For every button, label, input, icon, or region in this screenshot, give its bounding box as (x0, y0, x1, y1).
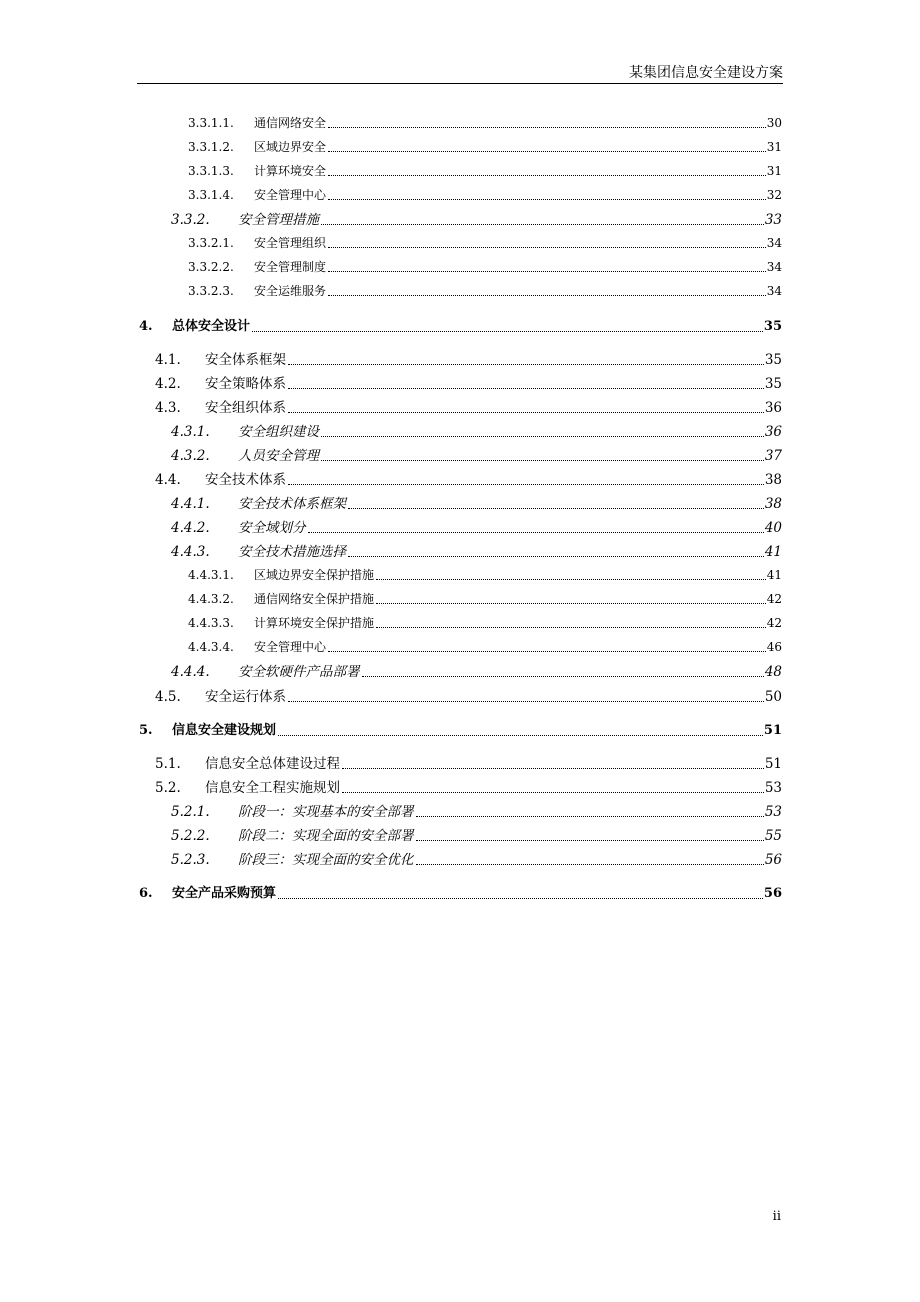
toc-entry-page: 34 (766, 260, 782, 274)
toc-entry[interactable] (139, 318, 782, 336)
toc-entry-page: 38 (764, 472, 782, 488)
toc-entry-page: 46 (766, 640, 782, 654)
toc-entry-title: 阶段三：实现全面的安全优化 (238, 852, 414, 868)
toc-dot-leader (328, 271, 766, 272)
toc-dot-leader (328, 247, 766, 248)
toc-entry-number: 3.3.1.3. (188, 164, 234, 178)
toc-entry-page: 35 (764, 376, 782, 392)
toc-entry-page: 37 (764, 448, 782, 464)
toc-dot-leader (328, 295, 766, 296)
toc-entry-title: 通信网络安全 (254, 116, 327, 130)
toc-entry[interactable] (188, 187, 782, 203)
toc-entry-number: 4. (139, 319, 153, 334)
toc-entry-number: 4.4.3. (171, 544, 210, 560)
toc-entry-page: 30 (766, 116, 782, 130)
toc-entry-number: 5.2.1. (171, 804, 210, 820)
toc-entry[interactable] (139, 722, 782, 740)
toc-entry[interactable] (171, 447, 782, 465)
toc-entry-page: 42 (766, 616, 782, 630)
toc-entry-page: 40 (764, 520, 782, 536)
toc-entry-title: 安全技术措施选择 (238, 544, 346, 560)
toc-entry-title: 安全运行体系 (205, 689, 286, 705)
toc-entry-number: 4.1. (155, 352, 181, 368)
toc-entry-title: 安全体系框架 (205, 352, 286, 368)
toc-dot-leader (278, 898, 763, 899)
toc-entry-number: 3.3.2.2. (188, 260, 234, 274)
toc-entry-number: 5.2.3. (171, 852, 210, 868)
toc-dot-leader (288, 701, 764, 702)
toc-dot-leader (416, 864, 764, 865)
toc-entry-page: 51 (764, 756, 782, 772)
toc-entry-page: 42 (766, 592, 782, 606)
toc-entry-title: 安全技术体系 (205, 472, 286, 488)
toc-entry-title: 安全软硬件产品部署 (238, 664, 360, 680)
toc-entry-page: 33 (764, 212, 782, 228)
toc-dot-leader (376, 603, 766, 604)
toc-dot-leader (321, 460, 764, 461)
toc-entry-page: 36 (764, 400, 782, 416)
toc-entry-page: 34 (766, 284, 782, 298)
toc-dot-leader (252, 331, 763, 332)
toc-entry-title: 安全域划分 (238, 520, 306, 536)
toc-dot-leader (328, 175, 766, 176)
toc-entry-page: 36 (764, 424, 782, 440)
toc-entry-page: 48 (764, 664, 782, 680)
toc-entry-number: 5.2.2. (171, 828, 210, 844)
toc-entry-page: 31 (766, 164, 782, 178)
toc-entry[interactable] (155, 688, 782, 706)
toc-entry-title: 阶段二：实现全面的安全部署 (238, 828, 414, 844)
toc-entry-title: 安全运维服务 (254, 284, 327, 298)
toc-entry[interactable] (171, 211, 782, 229)
toc-entry-title: 安全组织体系 (205, 400, 286, 416)
toc-entry-number: 3.3.1.2. (188, 140, 234, 154)
toc-dot-leader (342, 768, 764, 769)
toc-entry[interactable] (171, 495, 782, 513)
toc-entry[interactable] (171, 827, 782, 845)
toc-entry[interactable] (171, 663, 782, 681)
toc-entry-page: 32 (766, 188, 782, 202)
toc-entry-title: 信息安全建设规划 (172, 723, 277, 738)
toc-dot-leader (328, 127, 766, 128)
toc-entry-number: 3.3.2. (171, 212, 210, 228)
toc-entry[interactable] (188, 567, 782, 583)
toc-entry-number: 5.2. (155, 780, 181, 796)
toc-entry-number: 4.4.4. (171, 664, 210, 680)
toc-entry[interactable] (155, 399, 782, 417)
toc-dot-leader (348, 556, 764, 557)
toc-entry-title: 安全技术体系框架 (238, 496, 346, 512)
toc-entry-number: 4.3. (155, 400, 181, 416)
toc-entry-title: 安全管理措施 (238, 212, 319, 228)
toc-entry-title: 人员安全管理 (238, 448, 319, 464)
toc-entry[interactable] (171, 851, 782, 869)
toc-entry[interactable] (155, 471, 782, 489)
toc-entry[interactable] (188, 591, 782, 607)
toc-entry[interactable] (139, 885, 782, 903)
toc-entry-number: 4.4.3.4. (188, 640, 234, 654)
toc-entry-title: 区域边界安全保护措施 (254, 568, 375, 582)
toc-dot-leader (376, 579, 766, 580)
toc-entry-page: 50 (764, 689, 782, 705)
toc-dot-leader (328, 151, 766, 152)
toc-dot-leader (348, 508, 764, 509)
toc-entry-number: 4.2. (155, 376, 181, 392)
toc-entry[interactable] (155, 755, 782, 773)
toc-entry[interactable] (155, 375, 782, 393)
toc-entry[interactable] (188, 615, 782, 631)
toc-dot-leader (288, 412, 764, 413)
toc-dot-leader (288, 388, 764, 389)
toc-entry[interactable] (188, 235, 782, 251)
toc-entry[interactable] (171, 423, 782, 441)
toc-entry-number: 3.3.2.1. (188, 236, 234, 250)
toc-entry[interactable] (188, 639, 782, 655)
toc-entry-page: 53 (764, 804, 782, 820)
toc-entry-page: 35 (763, 319, 782, 334)
toc-entry-number: 5.1. (155, 756, 181, 772)
page-number: ii (772, 1209, 781, 1224)
toc-entry[interactable] (188, 115, 782, 131)
toc-entry-title: 总体安全设计 (172, 319, 251, 334)
toc-entry-number: 4.4.1. (171, 496, 210, 512)
toc-entry-title: 安全管理组织 (254, 236, 327, 250)
toc-entry[interactable] (188, 283, 782, 299)
toc-entry-title: 安全管理制度 (254, 260, 327, 274)
toc-entry-page: 56 (763, 886, 782, 901)
toc-entry-page: 51 (763, 723, 782, 738)
running-header-title: 某集团信息安全建设方案 (629, 65, 783, 81)
toc-entry-page: 34 (766, 236, 782, 250)
toc-entry-page: 35 (764, 352, 782, 368)
toc-dot-leader (416, 840, 764, 841)
toc-entry-number: 4.4. (155, 472, 181, 488)
toc-entry-number: 4.5. (155, 689, 181, 705)
toc-dot-leader (288, 364, 764, 365)
toc-entry-number: 4.4.3.3. (188, 616, 234, 630)
toc-entry-number: 4.3.2. (171, 448, 210, 464)
toc-entry-title: 区域边界安全 (254, 140, 327, 154)
toc-dot-leader (321, 224, 764, 225)
toc-entry[interactable] (188, 163, 782, 179)
toc-entry[interactable] (171, 519, 782, 537)
toc-entry-page: 41 (764, 544, 782, 560)
toc-dot-leader (328, 199, 766, 200)
toc-dot-leader (342, 792, 764, 793)
toc-entry-title: 安全管理中心 (254, 188, 327, 202)
toc-entry-page: 53 (764, 780, 782, 796)
toc-entry-page: 56 (764, 852, 782, 868)
toc-entry-title: 安全策略体系 (205, 376, 286, 392)
toc-dot-leader (321, 436, 764, 437)
toc-entry-title: 通信网络安全保护措施 (254, 592, 375, 606)
toc-entry-title: 阶段一：实现基本的安全部署 (238, 804, 414, 820)
toc-dot-leader (308, 532, 764, 533)
toc-entry-number: 3.3.1.4. (188, 188, 234, 202)
toc-entry-number: 4.3.1. (171, 424, 210, 440)
toc-entry-title: 安全管理中心 (254, 640, 327, 654)
toc-entry-page: 55 (764, 828, 782, 844)
toc-entry-number: 4.4.2. (171, 520, 210, 536)
toc-entry[interactable] (155, 779, 782, 797)
toc-entry-title: 信息安全工程实施规划 (205, 780, 340, 796)
toc-entry[interactable] (155, 351, 782, 369)
toc-entry-title: 计算环境安全保护措施 (254, 616, 375, 630)
toc-entry-number: 4.4.3.1. (188, 568, 234, 582)
toc-entry-number: 6. (139, 886, 153, 901)
toc-entry-title: 安全组织建设 (238, 424, 319, 440)
toc-entry[interactable] (171, 543, 782, 561)
toc-entry-page: 38 (764, 496, 782, 512)
toc-entry[interactable] (171, 803, 782, 821)
toc-entry-title: 计算环境安全 (254, 164, 327, 178)
toc-dot-leader (362, 676, 764, 677)
toc-dot-leader (416, 816, 764, 817)
toc-entry[interactable] (188, 259, 782, 275)
toc-entry-title: 信息安全总体建设过程 (205, 756, 340, 772)
toc-entry[interactable] (188, 139, 782, 155)
toc-entry-page: 31 (766, 140, 782, 154)
toc-dot-leader (328, 651, 766, 652)
toc-dot-leader (376, 627, 766, 628)
toc-entry-number: 5. (139, 723, 153, 738)
toc-dot-leader (278, 735, 763, 736)
toc-dot-leader (288, 484, 764, 485)
toc-entry-number: 3.3.2.3. (188, 284, 234, 298)
toc-entry-number: 4.4.3.2. (188, 592, 234, 606)
toc-entry-number: 3.3.1.1. (188, 116, 234, 130)
toc-entry-title: 安全产品采购预算 (172, 886, 277, 901)
toc-entry-page: 41 (766, 568, 782, 582)
